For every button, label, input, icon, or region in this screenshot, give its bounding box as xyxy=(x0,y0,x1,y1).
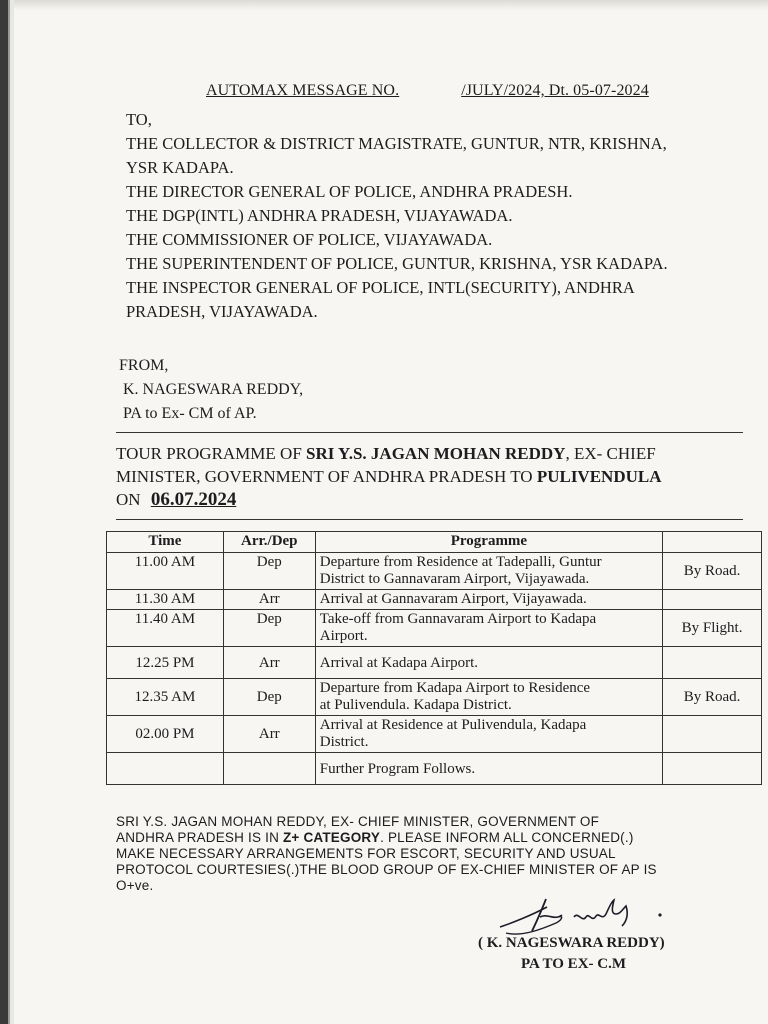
col-time-header: Time xyxy=(107,532,224,553)
from-block xyxy=(119,354,303,426)
type-cell: Dep xyxy=(223,679,315,716)
mode-cell: By Road. xyxy=(663,679,762,716)
note-line: PROTOCOL COURTESIES(.)THE BLOOD GROUP OF EX-CHIEF MINISTER OF AP IS xyxy=(116,862,657,877)
table-row xyxy=(107,590,762,610)
mode-cell xyxy=(663,753,762,785)
from-label: FROM, xyxy=(119,357,169,374)
to-line: THE SUPERINTENDENT OF POLICE, GUNTUR, KRISHNA, YSR KADAPA. xyxy=(126,254,668,273)
tour-person: SRI Y.S. JAGAN MOHAN REDDY xyxy=(306,444,566,463)
programme-cell xyxy=(315,610,662,647)
time-cell: 12.25 PM xyxy=(107,647,224,679)
type-cell: Arr xyxy=(223,590,315,610)
to-line: THE COLLECTOR & DISTRICT MAGISTRATE, GUNTUR, NTR, KRISHNA, xyxy=(126,134,667,153)
note-line: ANDHRA PRADESH IS IN xyxy=(116,830,283,845)
table-header-row xyxy=(107,532,762,553)
mode-cell xyxy=(663,647,762,679)
to-line: THE DGP(INTL) ANDHRA PRADESH, VIJAYAWADA. xyxy=(126,206,513,225)
scan-edge xyxy=(0,0,14,1024)
to-line: THE COMMISSIONER OF POLICE, VIJAYAWADA. xyxy=(126,230,493,249)
to-line: THE INSPECTOR GENERAL OF POLICE, INTL(SECURITY), ANDHRA xyxy=(126,278,635,297)
to-line: YSR KADAPA. xyxy=(126,158,234,177)
table-row xyxy=(107,716,762,753)
tour-prefix: TOUR PROGRAMME OF xyxy=(116,444,307,463)
type-cell xyxy=(223,753,315,785)
col-mode-header xyxy=(663,532,762,553)
tour-line2: MINISTER, GOVERNMENT OF ANDHRA PRADESH TO xyxy=(116,467,537,486)
type-cell: Dep xyxy=(223,553,315,590)
programme-line: at Pulivendula. Kadapa District. xyxy=(319,697,512,713)
note-category: Z+ CATEGORY xyxy=(282,830,381,845)
type-cell: Arr xyxy=(223,716,315,753)
from-name: K. NAGESWARA REDDY, xyxy=(123,381,304,398)
table-row xyxy=(107,647,762,679)
programme-cell xyxy=(315,590,662,610)
mode-cell xyxy=(663,716,762,753)
to-label: TO, xyxy=(126,110,152,129)
tour-place: PULIVENDULA xyxy=(536,467,662,486)
type-cell: Dep xyxy=(223,610,315,647)
note-line: O+ve. xyxy=(116,878,154,893)
programme-cell xyxy=(315,679,662,716)
time-cell xyxy=(107,753,224,785)
programme-cell xyxy=(315,753,662,785)
to-line: PRADESH, VIJAYAWADA. xyxy=(126,302,318,321)
note-line: SRI Y.S. JAGAN MOHAN REDDY, EX- CHIEF MINISTER, GOVERNMENT OF xyxy=(116,814,600,829)
programme-line: District. xyxy=(319,734,369,750)
tour-title xyxy=(116,442,662,511)
col-programme-header: Programme xyxy=(315,532,662,553)
message-header xyxy=(206,82,649,100)
signatory-name: ( K. NAGESWARA REDDY) xyxy=(478,935,665,951)
programme-line: Arrival at Gannavaram Airport, Vijayawada. xyxy=(319,591,587,607)
divider xyxy=(116,432,743,433)
handwritten-signature xyxy=(492,893,682,939)
from-designation: PA to Ex- CM of AP. xyxy=(123,405,257,422)
to-line: THE DIRECTOR GENERAL OF POLICE, ANDHRA PRADESH. xyxy=(126,182,573,201)
programme-line: Departure from Residence at Tadepalli, Guntur xyxy=(319,554,602,570)
programme-line: Arrival at Residence at Pulivendula, Kadapa xyxy=(319,717,587,733)
programme-cell xyxy=(315,553,662,590)
note-line: . PLEASE INFORM ALL CONCERNED(.) xyxy=(380,830,634,845)
programme-cell xyxy=(315,716,662,753)
signatory-designation: PA TO EX- C.M xyxy=(521,956,627,972)
table-row xyxy=(107,753,762,785)
mode-cell xyxy=(663,590,762,610)
time-cell: 12.35 AM xyxy=(107,679,224,716)
programme-table xyxy=(106,531,762,785)
mode-cell: By Road. xyxy=(663,553,762,590)
divider xyxy=(116,519,743,520)
col-arrdep-header: Arr./Dep xyxy=(223,532,315,553)
note-line: MAKE NECESSARY ARRANGEMENTS FOR ESCORT, SECURITY AND USUAL xyxy=(116,846,616,861)
tour-date: 06.07.2024 xyxy=(150,489,237,510)
table-row xyxy=(107,679,762,716)
programme-line: Take-off from Gannavaram Airport to Kadapa xyxy=(319,611,597,627)
message-suffix: /JULY/2024, Dt. 05-07-2024 xyxy=(461,82,649,99)
programme-line: Arrival at Kadapa Airport. xyxy=(319,655,479,671)
tour-on: ON xyxy=(116,490,141,509)
programme-cell xyxy=(315,647,662,679)
time-cell: 11.30 AM xyxy=(107,590,224,610)
tour-middle: , EX- CHIEF xyxy=(565,444,656,463)
to-block xyxy=(126,108,668,324)
programme-line: Airport. xyxy=(319,628,368,644)
time-cell: 11.40 AM xyxy=(107,610,224,647)
mode-cell: By Flight. xyxy=(663,610,762,647)
security-note xyxy=(116,814,657,894)
time-cell: 11.00 AM xyxy=(107,553,224,590)
type-cell: Arr xyxy=(223,647,315,679)
scan-top-shadow xyxy=(14,0,768,10)
message-prefix: AUTOMAX MESSAGE NO. xyxy=(206,82,400,99)
time-cell: 02.00 PM xyxy=(107,716,224,753)
table-row xyxy=(107,610,762,647)
programme-line: Departure from Kadapa Airport to Residence xyxy=(319,680,591,696)
programme-line: Further Program Follows. xyxy=(319,761,476,777)
table-row xyxy=(107,553,762,590)
programme-line: District to Gannavaram Airport, Vijayawada. xyxy=(319,571,590,587)
